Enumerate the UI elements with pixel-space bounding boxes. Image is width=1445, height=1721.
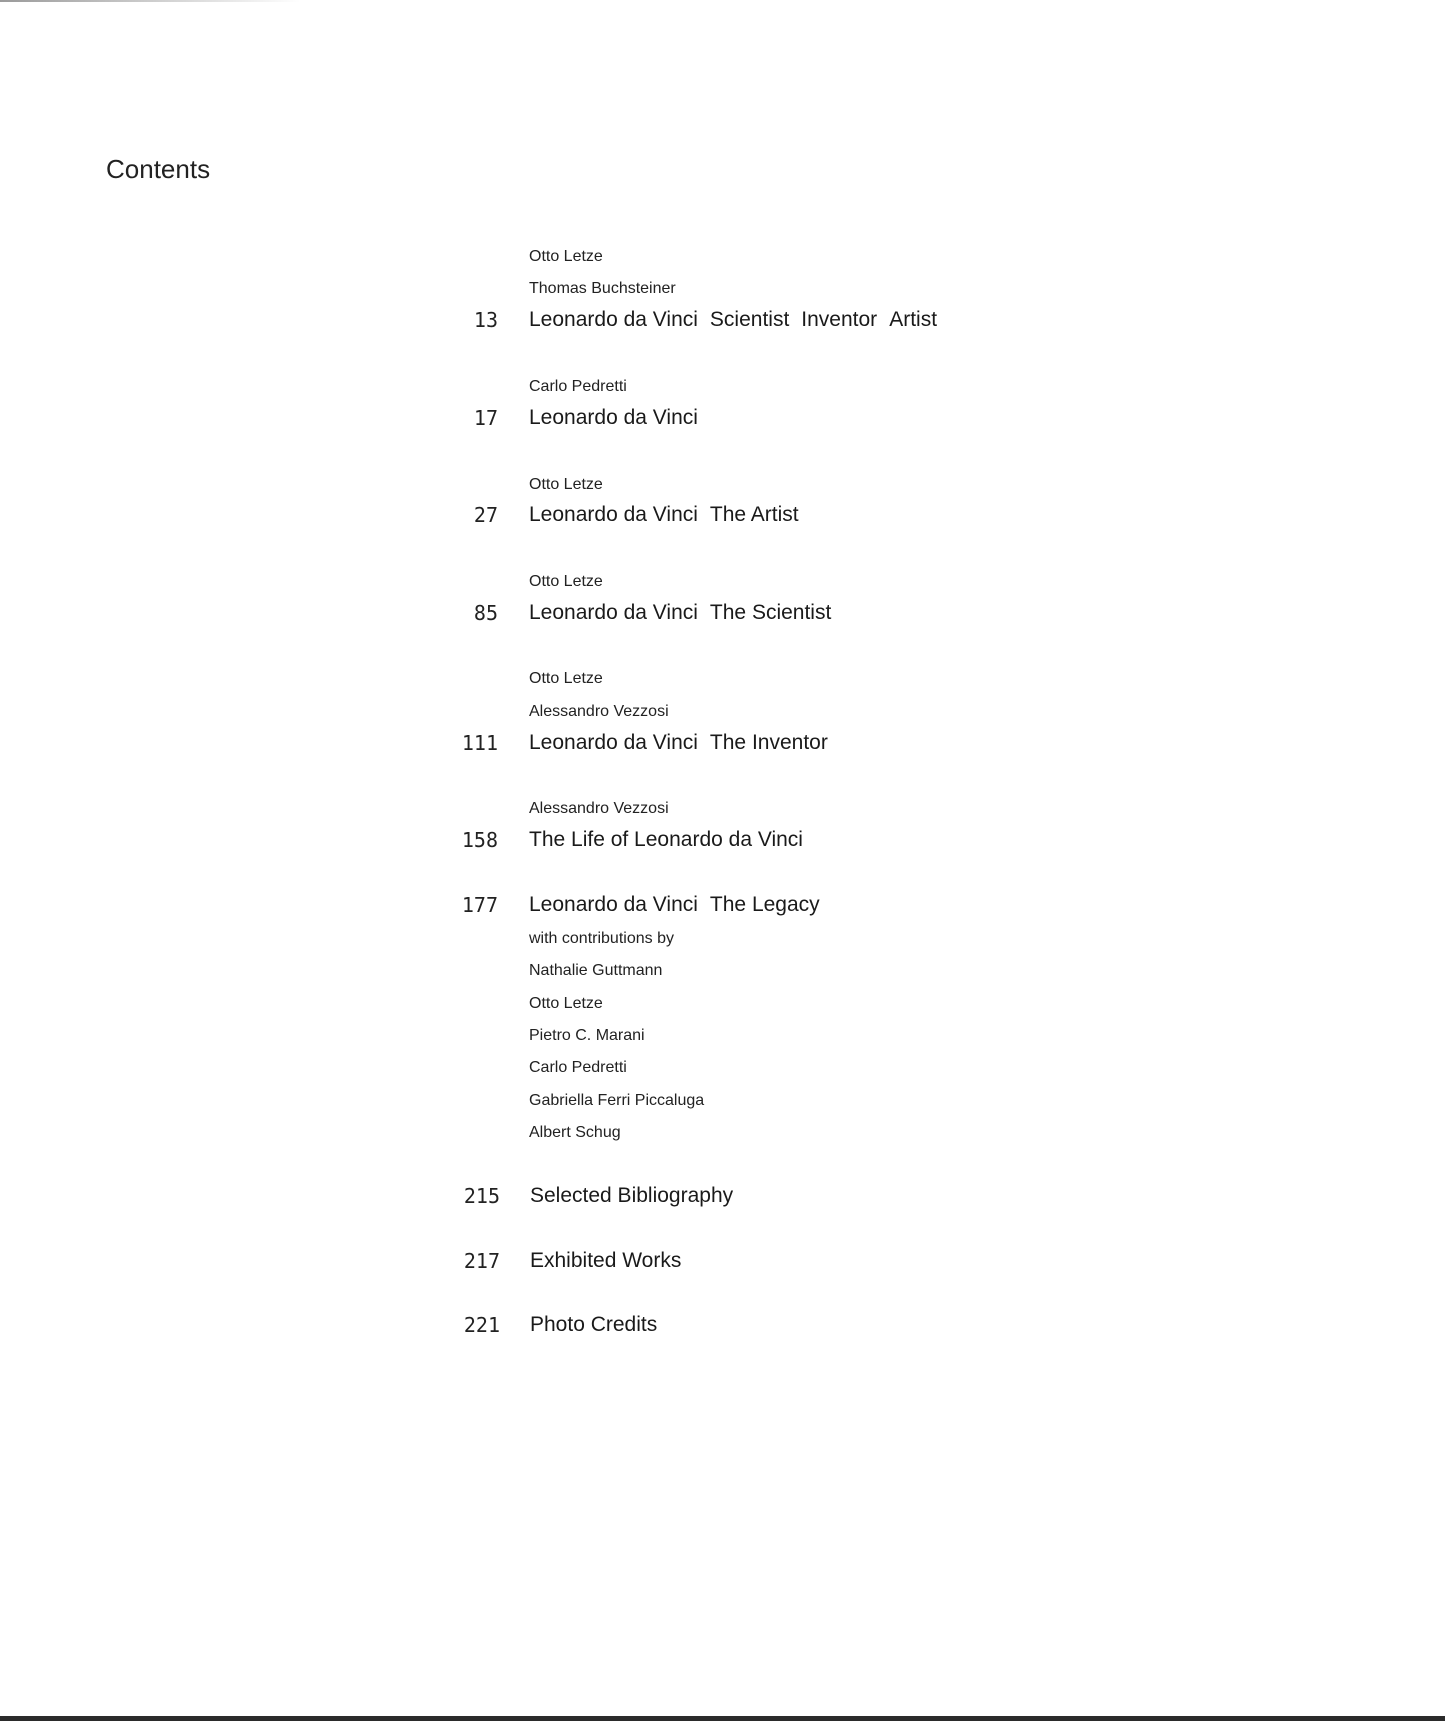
toc-page-number: 215 <box>463 1184 500 1208</box>
toc-contributions-intro: with contributions by <box>529 930 674 947</box>
toc-page-number: 158 <box>461 828 498 852</box>
toc-title-part: The Scientist <box>709 601 832 624</box>
toc-contributor: Otto Letze <box>529 995 603 1012</box>
toc-entry-title <box>529 729 828 757</box>
toc-title-part: Photo Credits <box>530 1313 658 1336</box>
toc-contributor: Carlo Pedretti <box>529 1059 627 1076</box>
toc-author: Otto Letze <box>529 670 603 687</box>
toc-title-part: The Inventor <box>709 731 828 754</box>
toc-title-part: Leonardo da Vinci <box>529 308 698 331</box>
toc-title-part: Exhibited Works <box>530 1249 682 1272</box>
toc-entry-title <box>530 1311 657 1339</box>
toc-entry-title <box>529 599 831 627</box>
toc-entry-title <box>529 404 698 432</box>
toc-author: Alessandro Vezzosi <box>529 703 669 720</box>
toc-title-part: The Life of Leonardo da Vinci <box>529 828 803 851</box>
toc-title-part: The Artist <box>709 503 799 526</box>
toc-title-part: Artist <box>889 308 938 331</box>
toc-contributor: Albert Schug <box>529 1124 621 1141</box>
toc-author: Otto Letze <box>529 476 603 493</box>
toc-page-number: 27 <box>473 503 498 527</box>
toc-title-part: Selected Bibliography <box>530 1184 734 1207</box>
toc-contributor: Gabriella Ferri Piccaluga <box>529 1092 705 1109</box>
toc-author: Otto Letze <box>529 573 603 590</box>
toc-page-number: 17 <box>473 406 498 430</box>
toc-author: Carlo Pedretti <box>529 378 627 395</box>
toc-entry-title <box>529 826 803 854</box>
toc-title-part: Leonardo da Vinci <box>529 601 698 624</box>
toc-author: Otto Letze <box>529 248 603 265</box>
scan-edge-bottom <box>0 1716 1445 1721</box>
toc-entry-title <box>529 501 799 529</box>
toc-page-number: 85 <box>473 601 498 625</box>
toc-title-part: Leonardo da Vinci <box>529 406 698 429</box>
toc-title-part: Scientist <box>709 308 790 331</box>
toc-title-part: Leonardo da Vinci <box>529 731 698 754</box>
toc-page-number: 221 <box>463 1313 500 1337</box>
page-title: Contents <box>106 154 211 184</box>
toc-page-number: 13 <box>473 308 498 332</box>
toc-title-part: The Legacy <box>709 893 820 916</box>
toc-entry-title <box>530 1182 733 1210</box>
toc-page-number: 111 <box>461 731 498 755</box>
toc-page-number: 217 <box>463 1249 500 1273</box>
toc-entry-title <box>530 1247 681 1275</box>
toc-author: Thomas Buchsteiner <box>529 280 676 297</box>
toc-contributor: Pietro C. Marani <box>529 1027 645 1044</box>
toc-title-part: Inventor <box>801 308 878 331</box>
toc-title-part: Leonardo da Vinci <box>529 893 698 916</box>
toc-entry-title <box>529 891 820 919</box>
toc-entry-title <box>529 306 937 334</box>
toc-title-part: Leonardo da Vinci <box>529 503 698 526</box>
toc-page-number: 177 <box>461 893 498 917</box>
scan-edge-top <box>0 0 300 2</box>
toc-contributor: Nathalie Guttmann <box>529 962 663 979</box>
toc-author: Alessandro Vezzosi <box>529 800 669 817</box>
